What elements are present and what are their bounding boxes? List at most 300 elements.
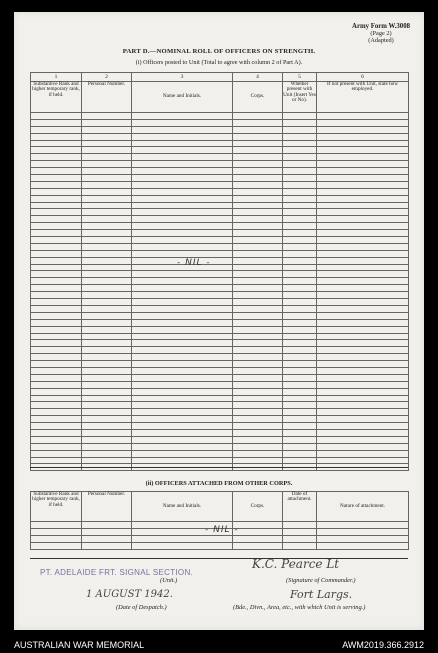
table-row bbox=[31, 409, 409, 416]
table-cell bbox=[132, 140, 233, 147]
table-cell bbox=[233, 402, 283, 409]
table-cell bbox=[82, 113, 132, 120]
table-cell bbox=[132, 381, 233, 388]
table-cell bbox=[31, 250, 82, 257]
form-page-number: (Page 2) bbox=[370, 29, 392, 37]
table-cell bbox=[233, 450, 283, 457]
table-cell bbox=[82, 209, 132, 216]
table-row bbox=[31, 326, 409, 333]
table-row bbox=[31, 374, 409, 381]
table-cell bbox=[31, 230, 82, 237]
table-cell bbox=[31, 161, 82, 168]
table-cell bbox=[31, 202, 82, 209]
table-cell bbox=[82, 429, 132, 436]
table-cell bbox=[283, 188, 317, 195]
table-cell bbox=[233, 416, 283, 423]
table-cell bbox=[31, 292, 82, 299]
table-cell bbox=[132, 409, 233, 416]
table-cell bbox=[283, 354, 317, 361]
table-cell bbox=[132, 436, 233, 443]
table-row bbox=[31, 292, 409, 299]
table-row bbox=[31, 305, 409, 312]
table-cell bbox=[132, 542, 233, 549]
table-cell bbox=[233, 257, 283, 264]
table-cell bbox=[233, 409, 283, 416]
table-cell bbox=[283, 209, 317, 216]
table-row bbox=[31, 168, 409, 175]
table-cell bbox=[31, 340, 82, 347]
column-number: 2 bbox=[82, 73, 132, 82]
table-cell bbox=[283, 395, 317, 402]
table-cell bbox=[233, 443, 283, 450]
header-corps: Corps. bbox=[233, 82, 283, 113]
table-cell bbox=[132, 285, 233, 292]
table-cell bbox=[317, 264, 409, 271]
table-cell bbox=[31, 305, 82, 312]
table-cell bbox=[283, 154, 317, 161]
table-cell bbox=[82, 312, 132, 319]
table-cell bbox=[283, 230, 317, 237]
table-cell bbox=[82, 195, 132, 202]
table-cell bbox=[132, 133, 233, 140]
table-cell bbox=[31, 388, 82, 395]
table-row bbox=[31, 354, 409, 361]
table-cell bbox=[317, 429, 409, 436]
table-cell bbox=[82, 223, 132, 230]
table-cell bbox=[283, 367, 317, 374]
table-cell bbox=[82, 535, 132, 542]
table-cell bbox=[132, 271, 233, 278]
table-cell bbox=[317, 319, 409, 326]
table-cell bbox=[31, 168, 82, 175]
table-cell bbox=[132, 361, 233, 368]
header-present: Whether present with Unit (Insert Yes or No). bbox=[283, 82, 317, 113]
table-cell bbox=[317, 367, 409, 374]
table-cell bbox=[82, 333, 132, 340]
footer-divider bbox=[30, 558, 408, 559]
header-personal-number: Personal Number. bbox=[82, 82, 132, 113]
table-cell bbox=[31, 147, 82, 154]
table-cell bbox=[233, 243, 283, 250]
table-row bbox=[31, 381, 409, 388]
table-cell bbox=[82, 140, 132, 147]
table-cell bbox=[82, 292, 132, 299]
table-cell bbox=[82, 436, 132, 443]
table-cell bbox=[283, 361, 317, 368]
table-cell bbox=[283, 542, 317, 549]
table-cell bbox=[317, 402, 409, 409]
table-cell bbox=[31, 243, 82, 250]
table-row bbox=[31, 542, 409, 549]
table-row bbox=[31, 347, 409, 354]
table-cell bbox=[82, 147, 132, 154]
table-cell bbox=[283, 319, 317, 326]
column-number: 3 bbox=[132, 73, 233, 82]
table-cell bbox=[233, 340, 283, 347]
table-cell bbox=[82, 250, 132, 257]
table-cell bbox=[132, 319, 233, 326]
table-row bbox=[31, 416, 409, 423]
table-cell bbox=[82, 361, 132, 368]
table-cell bbox=[233, 522, 283, 529]
table-cell bbox=[132, 181, 233, 188]
table-row bbox=[31, 175, 409, 182]
table-row bbox=[31, 395, 409, 402]
table-cell bbox=[132, 175, 233, 182]
table-cell bbox=[82, 409, 132, 416]
table-cell bbox=[31, 181, 82, 188]
table-cell bbox=[31, 126, 82, 133]
table-cell bbox=[317, 154, 409, 161]
table-cell bbox=[283, 264, 317, 271]
table-cell bbox=[82, 395, 132, 402]
table-cell bbox=[31, 528, 82, 535]
section2-title: (ii) OFFICERS ATTACHED FROM OTHER CORPS. bbox=[145, 480, 293, 487]
table-cell bbox=[233, 457, 283, 464]
table-cell bbox=[283, 429, 317, 436]
table-row bbox=[31, 436, 409, 443]
table-cell bbox=[233, 271, 283, 278]
table-cell bbox=[317, 271, 409, 278]
header-nature-of-attachment: Nature of attachment. bbox=[317, 492, 409, 522]
table-cell bbox=[233, 285, 283, 292]
table-row bbox=[31, 319, 409, 326]
table-cell bbox=[283, 347, 317, 354]
table-cell bbox=[31, 436, 82, 443]
table-cell bbox=[132, 333, 233, 340]
table-row bbox=[31, 333, 409, 340]
table-cell bbox=[31, 535, 82, 542]
table-cell bbox=[31, 409, 82, 416]
table-cell bbox=[82, 423, 132, 430]
table-cell bbox=[317, 528, 409, 535]
table-row bbox=[31, 299, 409, 306]
table-cell bbox=[82, 381, 132, 388]
table-cell bbox=[132, 147, 233, 154]
table-cell bbox=[132, 326, 233, 333]
table-cell bbox=[233, 264, 283, 271]
table-cell bbox=[82, 181, 132, 188]
table-cell bbox=[132, 535, 233, 542]
unit-label: (Unit.) bbox=[160, 577, 178, 584]
table-cell bbox=[31, 133, 82, 140]
table-row bbox=[31, 147, 409, 154]
column-number: 6 bbox=[317, 73, 409, 82]
table-cell bbox=[132, 209, 233, 216]
table-row bbox=[31, 312, 409, 319]
table-cell bbox=[31, 450, 82, 457]
table-cell bbox=[233, 250, 283, 257]
table-cell bbox=[317, 230, 409, 237]
table-cell bbox=[82, 188, 132, 195]
table-row bbox=[31, 423, 409, 430]
table-cell bbox=[317, 312, 409, 319]
table-row bbox=[31, 243, 409, 250]
table-cell bbox=[31, 333, 82, 340]
table-cell bbox=[283, 326, 317, 333]
table-cell bbox=[283, 305, 317, 312]
table-cell bbox=[132, 374, 233, 381]
table-cell bbox=[233, 154, 283, 161]
table-cell bbox=[31, 423, 82, 430]
table-cell bbox=[233, 388, 283, 395]
table-cell bbox=[317, 409, 409, 416]
table-cell bbox=[283, 443, 317, 450]
table-cell bbox=[283, 333, 317, 340]
table-cell bbox=[31, 374, 82, 381]
table-cell bbox=[283, 202, 317, 209]
form-identifier bbox=[352, 24, 410, 44]
table-row bbox=[31, 285, 409, 292]
table-cell bbox=[132, 388, 233, 395]
table-cell bbox=[317, 381, 409, 388]
table-cell bbox=[31, 361, 82, 368]
table-cell bbox=[82, 522, 132, 529]
table-cell bbox=[283, 223, 317, 230]
table-cell bbox=[132, 450, 233, 457]
table-row bbox=[31, 202, 409, 209]
header-corps: Corps. bbox=[233, 492, 283, 522]
table-cell bbox=[31, 175, 82, 182]
table-row bbox=[31, 450, 409, 457]
table-row bbox=[31, 161, 409, 168]
table-cell bbox=[31, 299, 82, 306]
table-cell bbox=[82, 278, 132, 285]
table-cell bbox=[31, 264, 82, 271]
table-cell bbox=[317, 223, 409, 230]
table-cell bbox=[132, 188, 233, 195]
table-cell bbox=[317, 522, 409, 529]
table-row bbox=[31, 181, 409, 188]
table-cell bbox=[283, 133, 317, 140]
table-row bbox=[31, 457, 409, 464]
table-cell bbox=[233, 374, 283, 381]
table-cell bbox=[283, 312, 317, 319]
table-cell bbox=[317, 161, 409, 168]
table-row bbox=[31, 216, 409, 223]
table-cell bbox=[317, 250, 409, 257]
table-cell bbox=[82, 119, 132, 126]
table-cell bbox=[82, 161, 132, 168]
table-cell bbox=[233, 381, 283, 388]
section1-nil-entry: - NIL - bbox=[177, 258, 211, 268]
table-cell bbox=[283, 299, 317, 306]
table-cell bbox=[317, 450, 409, 457]
table-cell bbox=[82, 237, 132, 244]
table-cell bbox=[283, 535, 317, 542]
column-number: 5 bbox=[283, 73, 317, 82]
table-cell bbox=[317, 340, 409, 347]
table-cell bbox=[317, 181, 409, 188]
table-cell bbox=[31, 347, 82, 354]
table-cell bbox=[132, 395, 233, 402]
table-cell bbox=[31, 257, 82, 264]
table-cell bbox=[317, 243, 409, 250]
table-cell bbox=[132, 119, 233, 126]
table-row bbox=[31, 264, 409, 271]
table-cell bbox=[233, 133, 283, 140]
table-cell bbox=[317, 278, 409, 285]
table-cell bbox=[283, 168, 317, 175]
table-cell bbox=[233, 126, 283, 133]
section1-subtitle: (i) Officers posted to Unit (Total to agree with column 2 of Part A). bbox=[135, 59, 303, 66]
table-cell bbox=[132, 312, 233, 319]
table-cell bbox=[317, 443, 409, 450]
table-cell bbox=[31, 326, 82, 333]
location-label: (Bde., Divn., Area, etc., with which Unit is serving.) bbox=[233, 604, 366, 611]
table-row bbox=[31, 271, 409, 278]
table-row bbox=[31, 250, 409, 257]
table-cell bbox=[317, 535, 409, 542]
table-cell bbox=[283, 250, 317, 257]
section2-nil-entry: - NIL - bbox=[205, 525, 239, 535]
table-cell bbox=[31, 271, 82, 278]
table-cell bbox=[317, 237, 409, 244]
table-cell bbox=[283, 457, 317, 464]
table-row bbox=[31, 188, 409, 195]
table-cell bbox=[317, 133, 409, 140]
table-cell bbox=[233, 299, 283, 306]
table-cell bbox=[233, 278, 283, 285]
table-cell bbox=[233, 188, 283, 195]
table-cell bbox=[31, 395, 82, 402]
table-cell bbox=[31, 354, 82, 361]
table-cell bbox=[82, 457, 132, 464]
table-cell bbox=[31, 195, 82, 202]
table-cell bbox=[233, 361, 283, 368]
table-row bbox=[31, 133, 409, 140]
table-cell bbox=[31, 285, 82, 292]
column-number: 4 bbox=[233, 73, 283, 82]
table-cell bbox=[317, 126, 409, 133]
table-cell bbox=[31, 209, 82, 216]
table-cell bbox=[31, 216, 82, 223]
table-row bbox=[31, 402, 409, 409]
table-cell bbox=[233, 237, 283, 244]
table-cell bbox=[31, 443, 82, 450]
section2-table bbox=[30, 491, 409, 550]
table-cell bbox=[283, 522, 317, 529]
table-cell bbox=[82, 230, 132, 237]
table-cell bbox=[283, 381, 317, 388]
table-cell bbox=[132, 168, 233, 175]
header-employment: If not present with Unit, state how employed. bbox=[317, 82, 409, 113]
table-cell bbox=[283, 147, 317, 154]
table-cell bbox=[82, 154, 132, 161]
table-cell bbox=[233, 319, 283, 326]
table-row bbox=[31, 278, 409, 285]
table-cell bbox=[233, 528, 283, 535]
table-cell bbox=[82, 168, 132, 175]
form-note: (Adapted) bbox=[368, 36, 394, 44]
table-cell bbox=[31, 402, 82, 409]
table-cell bbox=[317, 347, 409, 354]
table-cell bbox=[132, 340, 233, 347]
table-cell bbox=[233, 542, 283, 549]
table-cell bbox=[132, 126, 233, 133]
table-row bbox=[31, 535, 409, 542]
table-cell bbox=[132, 154, 233, 161]
form-name: Army Form W.3008 bbox=[352, 23, 410, 30]
table-cell bbox=[132, 416, 233, 423]
table-cell bbox=[283, 257, 317, 264]
table-cell bbox=[317, 195, 409, 202]
table-row bbox=[31, 113, 409, 120]
header-name: Name and Initials. bbox=[132, 492, 233, 522]
table-cell bbox=[31, 237, 82, 244]
section2-header-row bbox=[31, 492, 409, 522]
header-rank: Substantive Rank and higher temporary rank, if held. bbox=[31, 82, 82, 113]
table-cell bbox=[283, 416, 317, 423]
table-cell bbox=[283, 175, 317, 182]
table-cell bbox=[233, 367, 283, 374]
table-cell bbox=[233, 175, 283, 182]
table-cell bbox=[317, 292, 409, 299]
part-title: PART D.—NOMINAL ROLL OF OFFICERS ON STRENGTH. bbox=[122, 48, 316, 55]
table-cell bbox=[82, 175, 132, 182]
table-cell bbox=[82, 243, 132, 250]
table-cell bbox=[132, 443, 233, 450]
table-cell bbox=[283, 285, 317, 292]
table-cell bbox=[132, 402, 233, 409]
table-cell bbox=[317, 285, 409, 292]
table-cell bbox=[82, 340, 132, 347]
table-cell bbox=[283, 528, 317, 535]
table-cell bbox=[233, 140, 283, 147]
table-cell bbox=[82, 271, 132, 278]
table-cell bbox=[233, 347, 283, 354]
table-cell bbox=[132, 305, 233, 312]
table-cell bbox=[283, 409, 317, 416]
header-name: Name and Initials. bbox=[132, 82, 233, 113]
table-cell bbox=[31, 457, 82, 464]
table-cell bbox=[132, 202, 233, 209]
table-cell bbox=[283, 216, 317, 223]
table-cell bbox=[283, 271, 317, 278]
table-cell bbox=[132, 230, 233, 237]
table-cell bbox=[82, 285, 132, 292]
table-cell bbox=[82, 305, 132, 312]
table-cell bbox=[233, 223, 283, 230]
table-cell bbox=[31, 312, 82, 319]
table-row bbox=[31, 367, 409, 374]
table-cell bbox=[82, 528, 132, 535]
table-cell bbox=[317, 113, 409, 120]
table-cell bbox=[31, 522, 82, 529]
table-cell bbox=[82, 216, 132, 223]
table-row bbox=[31, 237, 409, 244]
table-cell bbox=[233, 230, 283, 237]
table-cell bbox=[283, 423, 317, 430]
table-row bbox=[31, 230, 409, 237]
table-cell bbox=[82, 257, 132, 264]
unit-location: Fort Largs. bbox=[290, 588, 353, 601]
table-cell bbox=[82, 354, 132, 361]
table-cell bbox=[283, 374, 317, 381]
table-cell bbox=[31, 367, 82, 374]
table-cell bbox=[317, 436, 409, 443]
table-cell bbox=[82, 264, 132, 271]
table-cell bbox=[132, 354, 233, 361]
table-cell bbox=[317, 354, 409, 361]
header-date-of-attachment: Date of attachment. bbox=[283, 492, 317, 522]
table-cell bbox=[31, 319, 82, 326]
table-cell bbox=[233, 305, 283, 312]
table-cell bbox=[317, 388, 409, 395]
table-cell bbox=[283, 388, 317, 395]
table-cell bbox=[317, 361, 409, 368]
table-cell bbox=[82, 326, 132, 333]
